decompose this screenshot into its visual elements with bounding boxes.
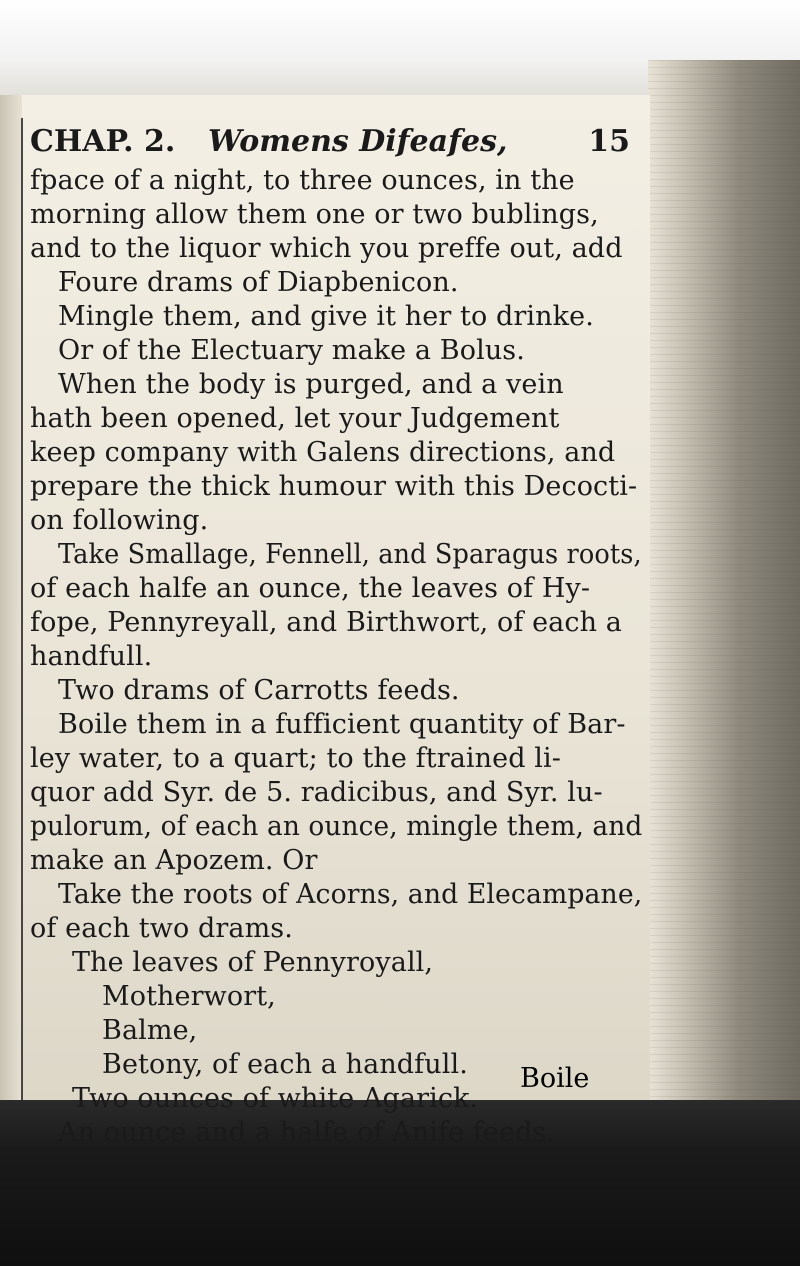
text-line: handfull.	[30, 641, 153, 672]
text-line: Take Smallage, Fennell, and Sparagus roots,	[58, 539, 642, 570]
text-line: Boile them in a fufficient quantity of Bar-	[58, 709, 626, 740]
text-line: morning allow them one or two bublings,	[30, 199, 599, 230]
text-line: of each halfe an ounce, the leaves of Hy-	[30, 573, 591, 604]
text-line: on following.	[30, 505, 209, 536]
text-line: pulorum, of each an ounce, mingle them, and	[30, 811, 643, 842]
text-line: An ounce and a halfe of Anife feeds.	[58, 1117, 556, 1148]
text-line: Balme,	[102, 1015, 198, 1046]
text-line: When the body is purged, and a vein	[58, 369, 564, 400]
text-line: hath been opened, let your Judgement	[30, 403, 560, 434]
text-line: make an Apozem. Or	[30, 845, 318, 876]
text-line: quor add Syr. de 5. radicibus, and Syr. lu-	[30, 777, 603, 808]
text-line: Motherwort,	[102, 981, 276, 1012]
text-line: fope, Pennyreyall, and Birthwort, of each a	[30, 607, 622, 638]
text-line: Or of the Electuary make a Bolus.	[58, 335, 525, 366]
gutter-rule	[21, 118, 23, 1103]
page-number: 15	[588, 124, 630, 159]
text-line: Two drams of Carrotts feeds.	[58, 675, 460, 706]
book-page-edges	[648, 60, 800, 1120]
chapter-label: CHAP. 2.	[30, 124, 176, 159]
running-title: Womens Difeafes,	[208, 124, 508, 159]
text-line: fpace of a night, to three ounces, in the	[30, 165, 575, 196]
text-line: prepare the thick humour with this Decocti-	[30, 471, 638, 502]
text-line: Two ounces of white Agarick.	[72, 1083, 479, 1114]
text-line: Take the roots of Acorns, and Elecampane,	[58, 879, 643, 910]
text-line: The leaves of Pennyroyall,	[72, 947, 434, 978]
text-line: ley water, to a quart; to the ftrained li-	[30, 743, 561, 774]
text-line: of each two drams.	[30, 913, 293, 944]
text-line: Foure drams of Diapbenicon.	[58, 267, 459, 298]
running-header	[30, 122, 642, 162]
text-line: keep company with Galens directions, and	[30, 437, 616, 468]
adjacent-page-margin	[0, 95, 22, 1105]
text-line: Betony, of each a handfull.	[102, 1049, 468, 1080]
text-line: Mingle them, and give it her to drinke.	[58, 301, 594, 332]
text-line: and to the liquor which you preffe out, add	[30, 233, 623, 264]
catchword: Boile	[520, 1063, 590, 1094]
